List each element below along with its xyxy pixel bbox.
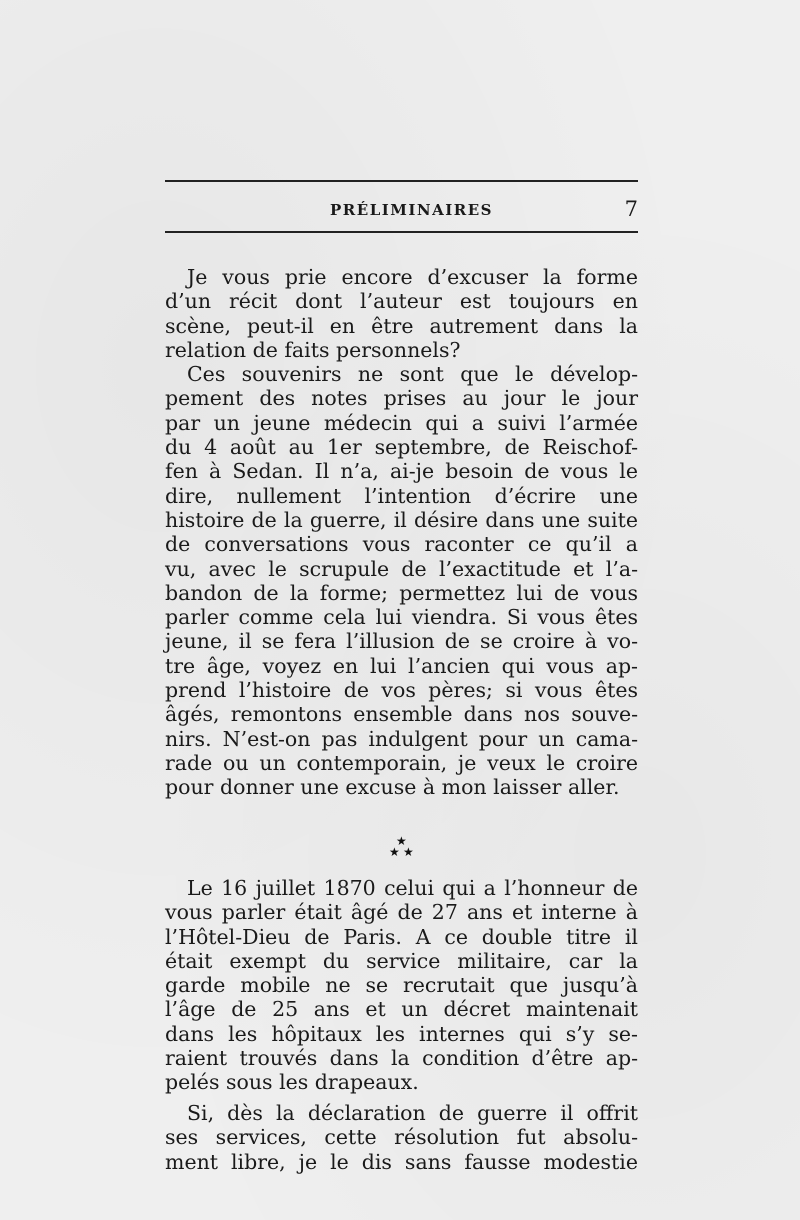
text-line: rade ou un contemporain, je veux le croire <box>165 750 638 775</box>
text-line: l’âge de 25 ans et un décret maintenait <box>165 997 638 1022</box>
text-line: bandon de la forme; permettez lui de vous <box>165 580 638 605</box>
text-line: âgés, remontons ensemble dans nos souve- <box>165 702 638 727</box>
running-head <box>165 197 638 225</box>
paragraph-2 <box>165 362 638 799</box>
text-line: jeune, il se fera l’illusion de se croire à vo- <box>165 629 638 654</box>
text-line: dire, nullement l’intention d’écrire une <box>165 483 638 508</box>
text-line: Si, dès la déclaration de guerre il offrit <box>187 1101 638 1125</box>
star-icon: ★ <box>396 834 407 848</box>
header-bottom-rule <box>165 231 638 233</box>
text-line: vu, avec le scrupule de l’exactitude et l’a- <box>165 556 638 581</box>
text-line: garde mobile ne se recrutait que jusqu’à <box>165 973 638 998</box>
star-icon: ★ <box>389 845 400 859</box>
paragraph-3 <box>165 876 638 1095</box>
text-line: raient trouvés dans la condition d’être ap- <box>165 1046 638 1071</box>
text-line: du 4 août au 1er septembre, de Reischof- <box>165 435 638 460</box>
text-line: par un jeune médecin qui a suivi l’armée <box>165 410 638 435</box>
text-line: relation de faits personnels? <box>165 337 461 362</box>
text-line: parler comme cela lui viendra. Si vous êtes <box>165 605 638 630</box>
header-top-rule <box>165 180 638 182</box>
text-line: pelés sous les drapeaux. <box>165 1070 419 1095</box>
text-line: ses services, cette résolution fut absolu- <box>165 1125 638 1150</box>
asterism-separator <box>380 832 424 862</box>
text-line: pour donner une excuse à mon laisser aller. <box>165 775 620 800</box>
text-line: vous parler était âgé de 27 ans et interne à <box>165 900 638 925</box>
text-line: était exempt du service militaire, car la <box>165 948 638 973</box>
text-line: Je vous prie encore d’excuser la forme <box>187 265 638 289</box>
text-block-upper <box>165 265 638 800</box>
page-number: 7 <box>624 197 638 221</box>
text-line: nirs. N’est-on pas indulgent pour un cama- <box>165 726 638 751</box>
text-line: histoire de la guerre, il désire dans une suite <box>165 507 638 532</box>
paragraph-1 <box>165 265 638 362</box>
text-line: d’un récit dont l’auteur est toujours en <box>165 289 638 314</box>
text-line: pement des notes prises au jour le jour <box>165 386 638 411</box>
text-block-bottom <box>165 1101 638 1174</box>
text-line: dans les hôpitaux les internes qui s’y se- <box>165 1021 638 1046</box>
text-line: fen à Sedan. Il n’a, ai-je besoin de vous le <box>165 459 638 484</box>
text-line: l’Hôtel-Dieu de Paris. A ce double titre il <box>165 924 638 949</box>
star-icon: ★ <box>403 845 414 859</box>
paragraph-4 <box>165 1101 638 1174</box>
text-line: ment libre, je le dis sans fausse modestie <box>165 1149 638 1174</box>
text-line: de conversations vous raconter ce qu’il a <box>165 532 638 557</box>
text-block-lower <box>165 876 638 1095</box>
text-line: scène, peut-il en être autrement dans la <box>165 313 638 338</box>
text-line: tre âge, voyez en lui l’ancien qui vous ap- <box>165 653 638 678</box>
text-line: prend l’histoire de vos pères; si vous êtes <box>165 678 638 703</box>
running-title: PRÉLIMINAIRES <box>330 201 493 219</box>
text-line: Le 16 juillet 1870 celui qui a l’honneur de <box>187 876 638 900</box>
text-line: Ces souvenirs ne sont que le dévelop- <box>187 362 638 387</box>
